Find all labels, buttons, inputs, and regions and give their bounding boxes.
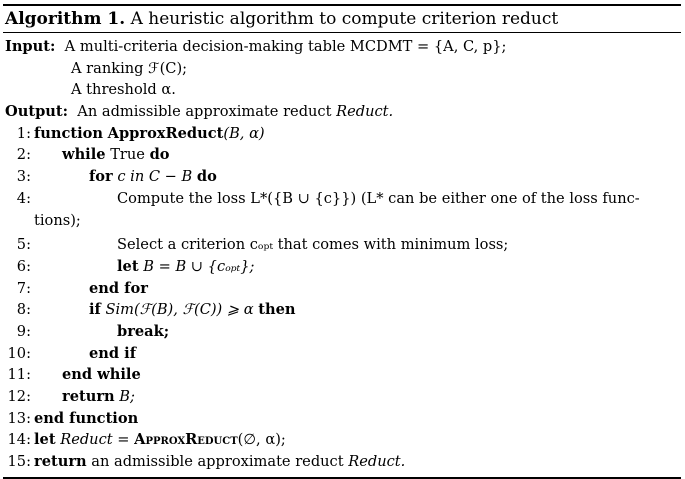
variable: Reduct. bbox=[348, 453, 406, 471]
keyword: break; bbox=[117, 322, 170, 340]
line-number: 8: bbox=[16, 301, 31, 319]
keyword: function bbox=[34, 124, 104, 142]
keyword: end while bbox=[62, 366, 141, 384]
code-line-11 bbox=[3, 364, 681, 386]
algorithm-body bbox=[3, 33, 681, 473]
algorithm-title bbox=[3, 6, 681, 32]
code-line-9 bbox=[3, 321, 681, 343]
statement: Compute the loss L*({B ∪ {c}}) (L* can be either one of the loss func- bbox=[117, 189, 640, 207]
code-line-6 bbox=[3, 256, 681, 278]
algorithm-box bbox=[3, 4, 681, 479]
code-line-3 bbox=[3, 166, 681, 188]
output-var: Reduct. bbox=[336, 103, 394, 121]
code-line-4 bbox=[3, 188, 681, 210]
line-number: 1: bbox=[16, 124, 31, 142]
input-item-3: A threshold α. bbox=[71, 81, 176, 99]
keyword: then bbox=[258, 301, 296, 319]
input-line bbox=[3, 36, 681, 58]
keyword: end if bbox=[89, 344, 137, 362]
keyword: do bbox=[149, 146, 170, 164]
line-number: 10: bbox=[7, 344, 31, 362]
function-args: (B, α) bbox=[223, 124, 265, 142]
input-line-3 bbox=[3, 79, 681, 101]
loop-range: c in C − B bbox=[117, 168, 193, 186]
line-number: 6: bbox=[16, 257, 31, 275]
line-number: 14: bbox=[7, 431, 31, 449]
function-args: (∅, α); bbox=[237, 431, 286, 449]
variable: Reduct bbox=[60, 431, 113, 449]
keyword: end for bbox=[89, 279, 148, 297]
input-label: Input: bbox=[5, 38, 56, 55]
function-name: ApproxReduct bbox=[107, 124, 224, 142]
algorithm-caption: A heuristic algorithm to compute criterion reduct bbox=[130, 9, 559, 29]
return-value: B; bbox=[119, 388, 135, 405]
keyword: if bbox=[89, 301, 101, 319]
condition: Sim(ℱ(B), ℱ(C)) ⩾ α bbox=[105, 301, 254, 319]
statement: Select a criterion cₒₚₜ that comes with minimum loss; bbox=[117, 236, 509, 254]
code-line-10 bbox=[3, 343, 681, 365]
algorithm-label: Algorithm 1. bbox=[5, 9, 126, 29]
function-call: ApproxReduct bbox=[134, 431, 238, 449]
output-line bbox=[3, 101, 681, 123]
line-number: 5: bbox=[16, 236, 31, 254]
code-line-8 bbox=[3, 299, 681, 321]
keyword: let bbox=[34, 431, 56, 449]
output-label: Output: bbox=[5, 103, 69, 121]
line-number: 4: bbox=[16, 189, 31, 207]
code-line-12 bbox=[3, 386, 681, 408]
bottom-rule bbox=[3, 477, 681, 479]
line-number: 3: bbox=[16, 168, 31, 186]
code-line-7 bbox=[3, 278, 681, 300]
line-number: 15: bbox=[7, 453, 31, 471]
code-line-13 bbox=[3, 408, 681, 430]
return-text: an admissible approximate reduct bbox=[91, 453, 344, 471]
code-line-1 bbox=[3, 123, 681, 145]
code-line-4-cont bbox=[3, 210, 681, 232]
input-item-1: A multi-criteria decision-making table MCDMT = {A, C, p}; bbox=[64, 38, 507, 55]
line-number: 13: bbox=[7, 409, 31, 427]
line-number: 12: bbox=[7, 388, 31, 405]
code-line-15 bbox=[3, 451, 681, 473]
keyword: end function bbox=[34, 409, 139, 427]
line-number: 11: bbox=[7, 366, 31, 384]
keyword: let bbox=[117, 257, 139, 275]
keyword: do bbox=[196, 168, 217, 186]
code-line-14 bbox=[3, 429, 681, 451]
condition: True bbox=[110, 146, 145, 164]
assignment: B = B ∪ {cₒₚₜ}; bbox=[143, 257, 255, 275]
output-text: An admissible approximate reduct bbox=[77, 103, 332, 121]
input-line-2 bbox=[3, 58, 681, 80]
line-number: 7: bbox=[16, 279, 31, 297]
keyword: return bbox=[62, 388, 115, 405]
statement-continuation: tions); bbox=[34, 211, 81, 229]
line-number: 9: bbox=[16, 322, 31, 340]
keyword: return bbox=[34, 453, 87, 471]
code-line-2 bbox=[3, 144, 681, 166]
keyword: while bbox=[62, 146, 106, 164]
keyword: for bbox=[89, 168, 113, 186]
line-number: 2: bbox=[16, 146, 31, 164]
input-item-2: A ranking ℱ(C); bbox=[71, 59, 188, 77]
operator: = bbox=[117, 431, 130, 449]
code-line-5 bbox=[3, 234, 681, 256]
